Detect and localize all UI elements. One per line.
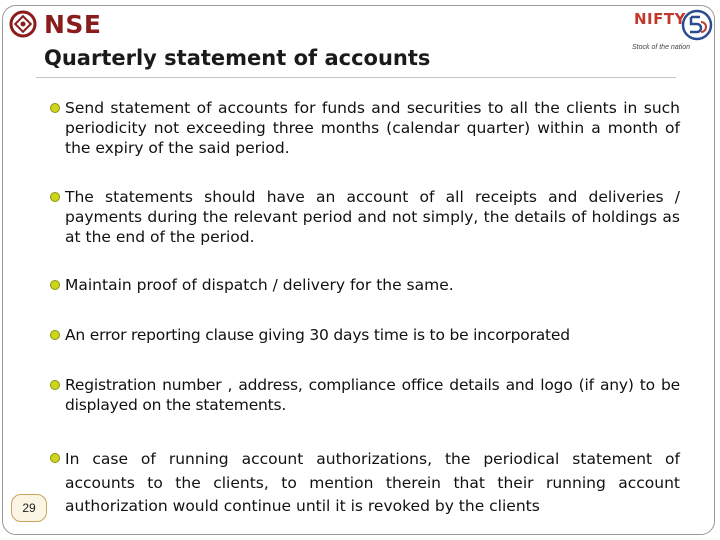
bullet-dot-icon — [50, 192, 60, 202]
nifty-tagline: Stock of the nation — [632, 44, 690, 51]
bullet-text: Send statement of accounts for funds and securities to all the clients in such periodicity not exceeding three months (calendar quarter) within a month of the expiry of the said period. — [65, 99, 680, 157]
bullet-dot-icon — [50, 380, 60, 390]
page-number: 29 — [11, 494, 47, 522]
bullet-text: An error reporting clause giving 30 days time is to be incorporated — [65, 326, 570, 344]
bullet-dot-icon — [50, 280, 60, 290]
bullet-text: Maintain proof of dispatch / delivery for the same. — [65, 276, 454, 294]
page-title: Quarterly statement of accounts — [44, 46, 431, 70]
bullet-text: In case of running account authorizations, the periodical statement of accounts to the clients, to mention therein that their running account authorization would continue until it is revoked by the clients — [65, 450, 680, 515]
bullet-dot-icon — [50, 330, 60, 340]
bullet-dot-icon — [50, 103, 60, 113]
bullet-text: Registration number , address, compliance office details and logo (if any) to be displayed on the statements. — [65, 376, 680, 414]
nse-logo-text: NSE — [44, 9, 102, 39]
bullet-text: The statements should have an account of all receipts and deliveries / payments during the relevant period and not simply, the details of holdings as at the end of the period. — [65, 188, 680, 246]
nifty-logo-text: NIFTY — [634, 10, 686, 28]
bullet-dot-icon — [50, 453, 60, 463]
